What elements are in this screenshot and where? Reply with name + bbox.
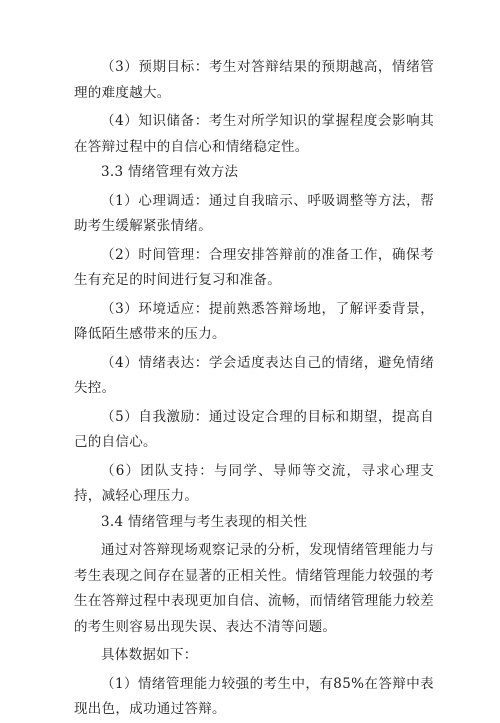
paragraph-time-management: （2）时间管理：合理安排答辩前的准备工作，确保考生有充足的时间进行复习和准备。 <box>74 246 434 288</box>
paragraph-expected-goal: （3）预期目标：考生对答辩结果的预期越高，情绪管理的难度越大。 <box>74 59 434 101</box>
paragraph-self-motivation: （5）自我激励：通过设定合理的目标和期望，提高自己的自信心。 <box>74 408 434 450</box>
paragraph-strong-candidates: （1）情绪管理能力较强的考生中，有85%在答辩中表现出色，成功通过答辩。 <box>74 675 434 717</box>
document-page <box>74 55 434 723</box>
paragraph-environment-adaptation: （3）环境适应：提前熟悉答辩场地，了解评委背景，降低陌生感带来的压力。 <box>74 300 434 342</box>
paragraph-knowledge-reserve: （4）知识储备：考生对所学知识的掌握程度会影响其在答辩过程中的自信心和情绪稳定性。 <box>74 113 434 155</box>
section-heading-3-4: 3.4 情绪管理与考生表现的相关性 <box>101 513 308 530</box>
paragraph-data-intro: 具体数据如下： <box>101 647 198 663</box>
paragraph-correlation-analysis: 通过对答辩现场观察记录的分析，发现情绪管理能力与考生表现之间存在显著的正相关性。情绪管理能力较强的考生在答辩过程中表现更加自信、流畅，而情绪管理能力较差的考生则容易出现失误、表达不清等问题。 <box>74 542 434 635</box>
paragraph-psychological-adjustment: （1）心理调适：通过自我暗示、呼吸调整等方法，帮助考生缓解紧张情绪。 <box>74 192 434 234</box>
paragraph-emotion-expression: （4）情绪表达：学会适度表达自己的情绪，避免情绪失控。 <box>74 354 434 396</box>
section-heading-3-3: 3.3 情绪管理有效方法 <box>101 164 239 180</box>
paragraph-team-support: （6）团队支持：与同学、导师等交流，寻求心理支持，减轻心理压力。 <box>74 462 434 504</box>
